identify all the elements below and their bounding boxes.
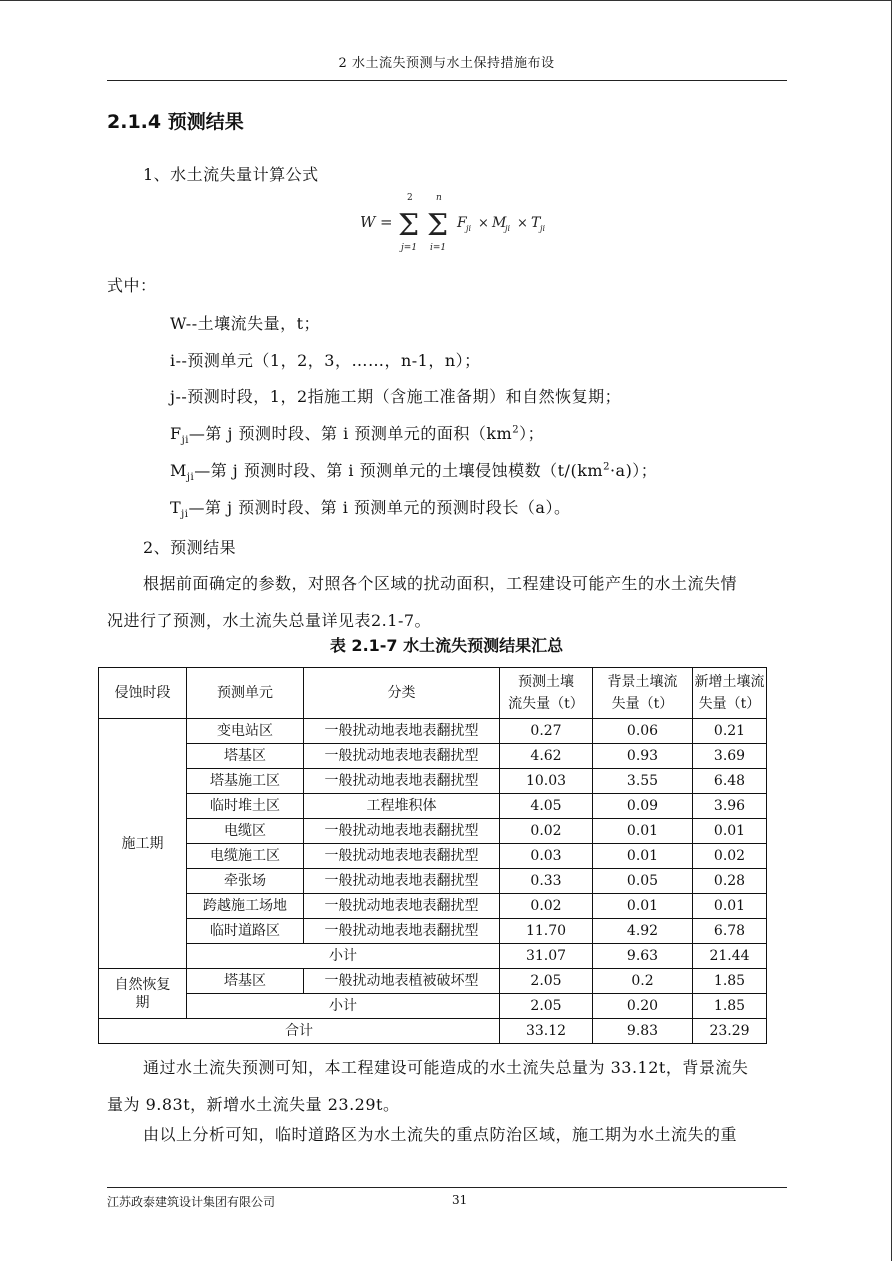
formula-sum1-symbol: Σ — [398, 208, 420, 243]
table-row — [99, 919, 767, 944]
period-recovery — [99, 969, 187, 1019]
header-background-line-2: 失量（t） — [611, 696, 674, 712]
total-label: 合计 — [99, 1019, 500, 1044]
table-row — [99, 769, 767, 794]
def-w: W--土壤流失量，t； — [170, 314, 321, 333]
cell-unit: 塔基施工区 — [187, 769, 304, 794]
item-results-heading: 2、预测结果 — [143, 538, 237, 557]
formula-sum1-bottom: j=1 — [401, 243, 418, 253]
formula-times-2: × — [517, 216, 528, 231]
def-f-text-end: ）； — [519, 424, 545, 443]
cell-background: 0.06 — [593, 719, 693, 744]
cell-predicted: 4.62 — [500, 744, 593, 769]
cell-category: 一般扰动地表植被破坏型 — [304, 969, 500, 994]
table-row — [99, 819, 767, 844]
period-recovery-line-1: 自然恢复 — [114, 976, 171, 993]
formula-sum2-top: n — [436, 193, 442, 203]
subtotal-row-recovery — [99, 994, 767, 1019]
cell-background: 0.09 — [593, 794, 693, 819]
formula-sum2-symbol: Σ — [427, 208, 449, 243]
paragraph-1-line-1: 根据前面确定的参数，对照各个区域的扰动面积，工程建设可能产生的水土流失情 — [143, 574, 738, 593]
header-predicted-line-2: 流失量（t） — [508, 696, 584, 712]
cell-predicted: 10.03 — [500, 769, 593, 794]
cell-unit: 塔基区 — [187, 969, 304, 994]
def-m-symbol: M — [170, 461, 187, 480]
formula-lhs: W — [360, 213, 376, 231]
subtotal-label: 小计 — [187, 944, 500, 969]
def-f-subscript: ji — [181, 435, 189, 447]
formula-sum2-bottom: i=1 — [430, 243, 447, 253]
header-predicted — [500, 668, 593, 719]
def-t-text: —第 j 预测时段、第 i 预测单元的预测时段长（a）。 — [188, 498, 571, 517]
cell-category: 一般扰动地表地表翻扰型 — [304, 919, 500, 944]
cell-added: 3.69 — [693, 744, 767, 769]
def-m — [170, 458, 657, 483]
cell-unit: 电缆区 — [187, 819, 304, 844]
cell-unit: 塔基区 — [187, 744, 304, 769]
cell-unit: 牵张场 — [187, 869, 304, 894]
header-period: 侵蚀时段 — [99, 668, 187, 719]
table-row — [99, 844, 767, 869]
formula-t: T — [531, 215, 541, 231]
period-recovery-line-2: 期 — [135, 994, 150, 1011]
cell-background: 0.93 — [593, 744, 693, 769]
cell-background: 0.2 — [593, 969, 693, 994]
paragraph-1-line-2: 况进行了预测，水土流失总量详见表2.1-7。 — [107, 611, 432, 630]
cell-background: 9.63 — [593, 944, 693, 969]
formula-sum1-top: 2 — [407, 193, 413, 203]
header-unit: 预测单元 — [187, 668, 304, 719]
cell-added: 0.02 — [693, 844, 767, 869]
running-header: 2 水土流失预测与水土保持措施布设 — [338, 56, 555, 71]
cell-added: 3.96 — [693, 794, 767, 819]
section-heading: 2.1.4 预测结果 — [107, 111, 244, 133]
cell-unit: 临时堆土区 — [187, 794, 304, 819]
header-predicted-line-1: 预测土壤 — [518, 674, 574, 690]
cell-added: 21.44 — [693, 944, 767, 969]
def-f-symbol: F — [170, 424, 182, 443]
header-background — [593, 668, 693, 719]
cell-predicted: 2.05 — [500, 969, 593, 994]
cell-predicted: 33.12 — [500, 1019, 593, 1044]
cell-predicted: 0.02 — [500, 894, 593, 919]
table-row — [99, 744, 767, 769]
cell-background: 0.01 — [593, 894, 693, 919]
total-row — [99, 1019, 767, 1044]
cell-predicted: 2.05 — [500, 994, 593, 1019]
formula-f: F — [457, 215, 467, 231]
cell-added: 0.01 — [693, 894, 767, 919]
def-j: j--预测时段，1，2指施工期（含施工准备期）和自然恢复期； — [170, 387, 622, 406]
cell-category: 一般扰动地表地表翻扰型 — [304, 869, 500, 894]
cell-added: 0.28 — [693, 869, 767, 894]
table-row — [99, 894, 767, 919]
table-caption: 表 2.1-7 水土流失预测结果汇总 — [329, 636, 564, 655]
formula-t-sub: ji — [540, 224, 546, 233]
header-category: 分类 — [304, 668, 500, 719]
paragraph-2-line-2: 量为 9.83t，新增水土流失量 23.29t。 — [107, 1095, 400, 1114]
def-f-superscript: 2 — [512, 424, 520, 436]
cell-category: 一般扰动地表地表翻扰型 — [304, 819, 500, 844]
header-rule — [107, 80, 787, 81]
table-row — [99, 719, 767, 744]
cell-predicted: 11.70 — [500, 919, 593, 944]
header-added — [693, 668, 767, 719]
subtotal-row-construction — [99, 944, 767, 969]
cell-category: 一般扰动地表地表翻扰型 — [304, 844, 500, 869]
formula-times-1: × — [478, 216, 489, 231]
cell-unit: 变电站区 — [187, 719, 304, 744]
header-background-line-1: 背景土壤流 — [607, 674, 678, 690]
def-i: i--预测单元（1，2，3，……，n-1，n）； — [170, 351, 481, 370]
cell-added: 0.01 — [693, 819, 767, 844]
header-added-line-1: 新增土壤流 — [694, 674, 765, 690]
cell-background: 0.05 — [593, 869, 693, 894]
cell-background: 0.20 — [593, 994, 693, 1019]
cell-category: 一般扰动地表地表翻扰型 — [304, 719, 500, 744]
cell-unit: 临时道路区 — [187, 919, 304, 944]
cell-added: 1.85 — [693, 994, 767, 1019]
item-formula-heading: 1、水土流失量计算公式 — [143, 165, 319, 184]
cell-predicted: 0.33 — [500, 869, 593, 894]
cell-category: 一般扰动地表地表翻扰型 — [304, 744, 500, 769]
def-m-subscript: ji — [186, 472, 195, 484]
header-added-line-2: 失量（t） — [698, 696, 761, 712]
footer-rule — [107, 1187, 787, 1188]
def-t — [170, 495, 570, 520]
cell-background: 4.92 — [593, 919, 693, 944]
results-table — [98, 667, 767, 1044]
cell-added: 1.85 — [693, 969, 767, 994]
cell-category: 工程堆积体 — [304, 794, 500, 819]
def-t-subscript: ji — [181, 509, 189, 521]
cell-background: 3.55 — [593, 769, 693, 794]
formula-f-sub: ji — [466, 224, 472, 233]
cell-added: 6.48 — [693, 769, 767, 794]
def-m-text: —第 j 预测时段、第 i 预测单元的土壤侵蚀模数（t/(km — [194, 461, 604, 480]
cell-category: 一般扰动地表地表翻扰型 — [304, 769, 500, 794]
table-row — [99, 794, 767, 819]
formula-m-sub: ji — [505, 224, 511, 233]
def-f — [170, 421, 544, 446]
def-t-symbol: T — [170, 498, 182, 517]
cell-added: 0.21 — [693, 719, 767, 744]
paragraph-3-line-1: 由以上分析可知，临时道路区为水土流失的重点防治区域，施工期为水土流失的重 — [143, 1125, 738, 1144]
paragraph-2-line-1: 通过水土流失预测可知，本工程建设可能造成的水土流失总量为 33.12t，背景流失 — [143, 1058, 749, 1077]
formula-m: M — [492, 215, 507, 231]
where-label: 式中： — [107, 276, 157, 295]
cell-added: 6.78 — [693, 919, 767, 944]
def-f-text: —第 j 预测时段、第 i 预测单元的面积（km — [188, 424, 513, 443]
formula-equals: = — [380, 213, 393, 231]
cell-unit: 电缆施工区 — [187, 844, 304, 869]
cell-predicted: 0.02 — [500, 819, 593, 844]
cell-unit: 跨越施工场地 — [187, 894, 304, 919]
def-m-superscript: 2 — [603, 461, 610, 473]
cell-predicted: 4.05 — [500, 794, 593, 819]
table-header-row — [99, 668, 767, 719]
cell-background: 0.01 — [593, 819, 693, 844]
page-number: 31 — [452, 1193, 468, 1207]
cell-background: 0.01 — [593, 844, 693, 869]
subtotal-label: 小计 — [187, 994, 500, 1019]
cell-predicted: 0.03 — [500, 844, 593, 869]
cell-predicted: 31.07 — [500, 944, 593, 969]
cell-category: 一般扰动地表地表翻扰型 — [304, 894, 500, 919]
cell-predicted: 0.27 — [500, 719, 593, 744]
period-construction: 施工期 — [99, 719, 187, 969]
erosion-formula — [358, 192, 573, 254]
cell-added: 23.29 — [693, 1019, 767, 1044]
footer-company: 江苏政泰建筑设计集团有限公司 — [107, 1195, 276, 1209]
table-row — [99, 969, 767, 994]
def-m-text-end: ·a)）； — [609, 461, 658, 480]
cell-background: 9.83 — [593, 1019, 693, 1044]
table-row — [99, 869, 767, 894]
